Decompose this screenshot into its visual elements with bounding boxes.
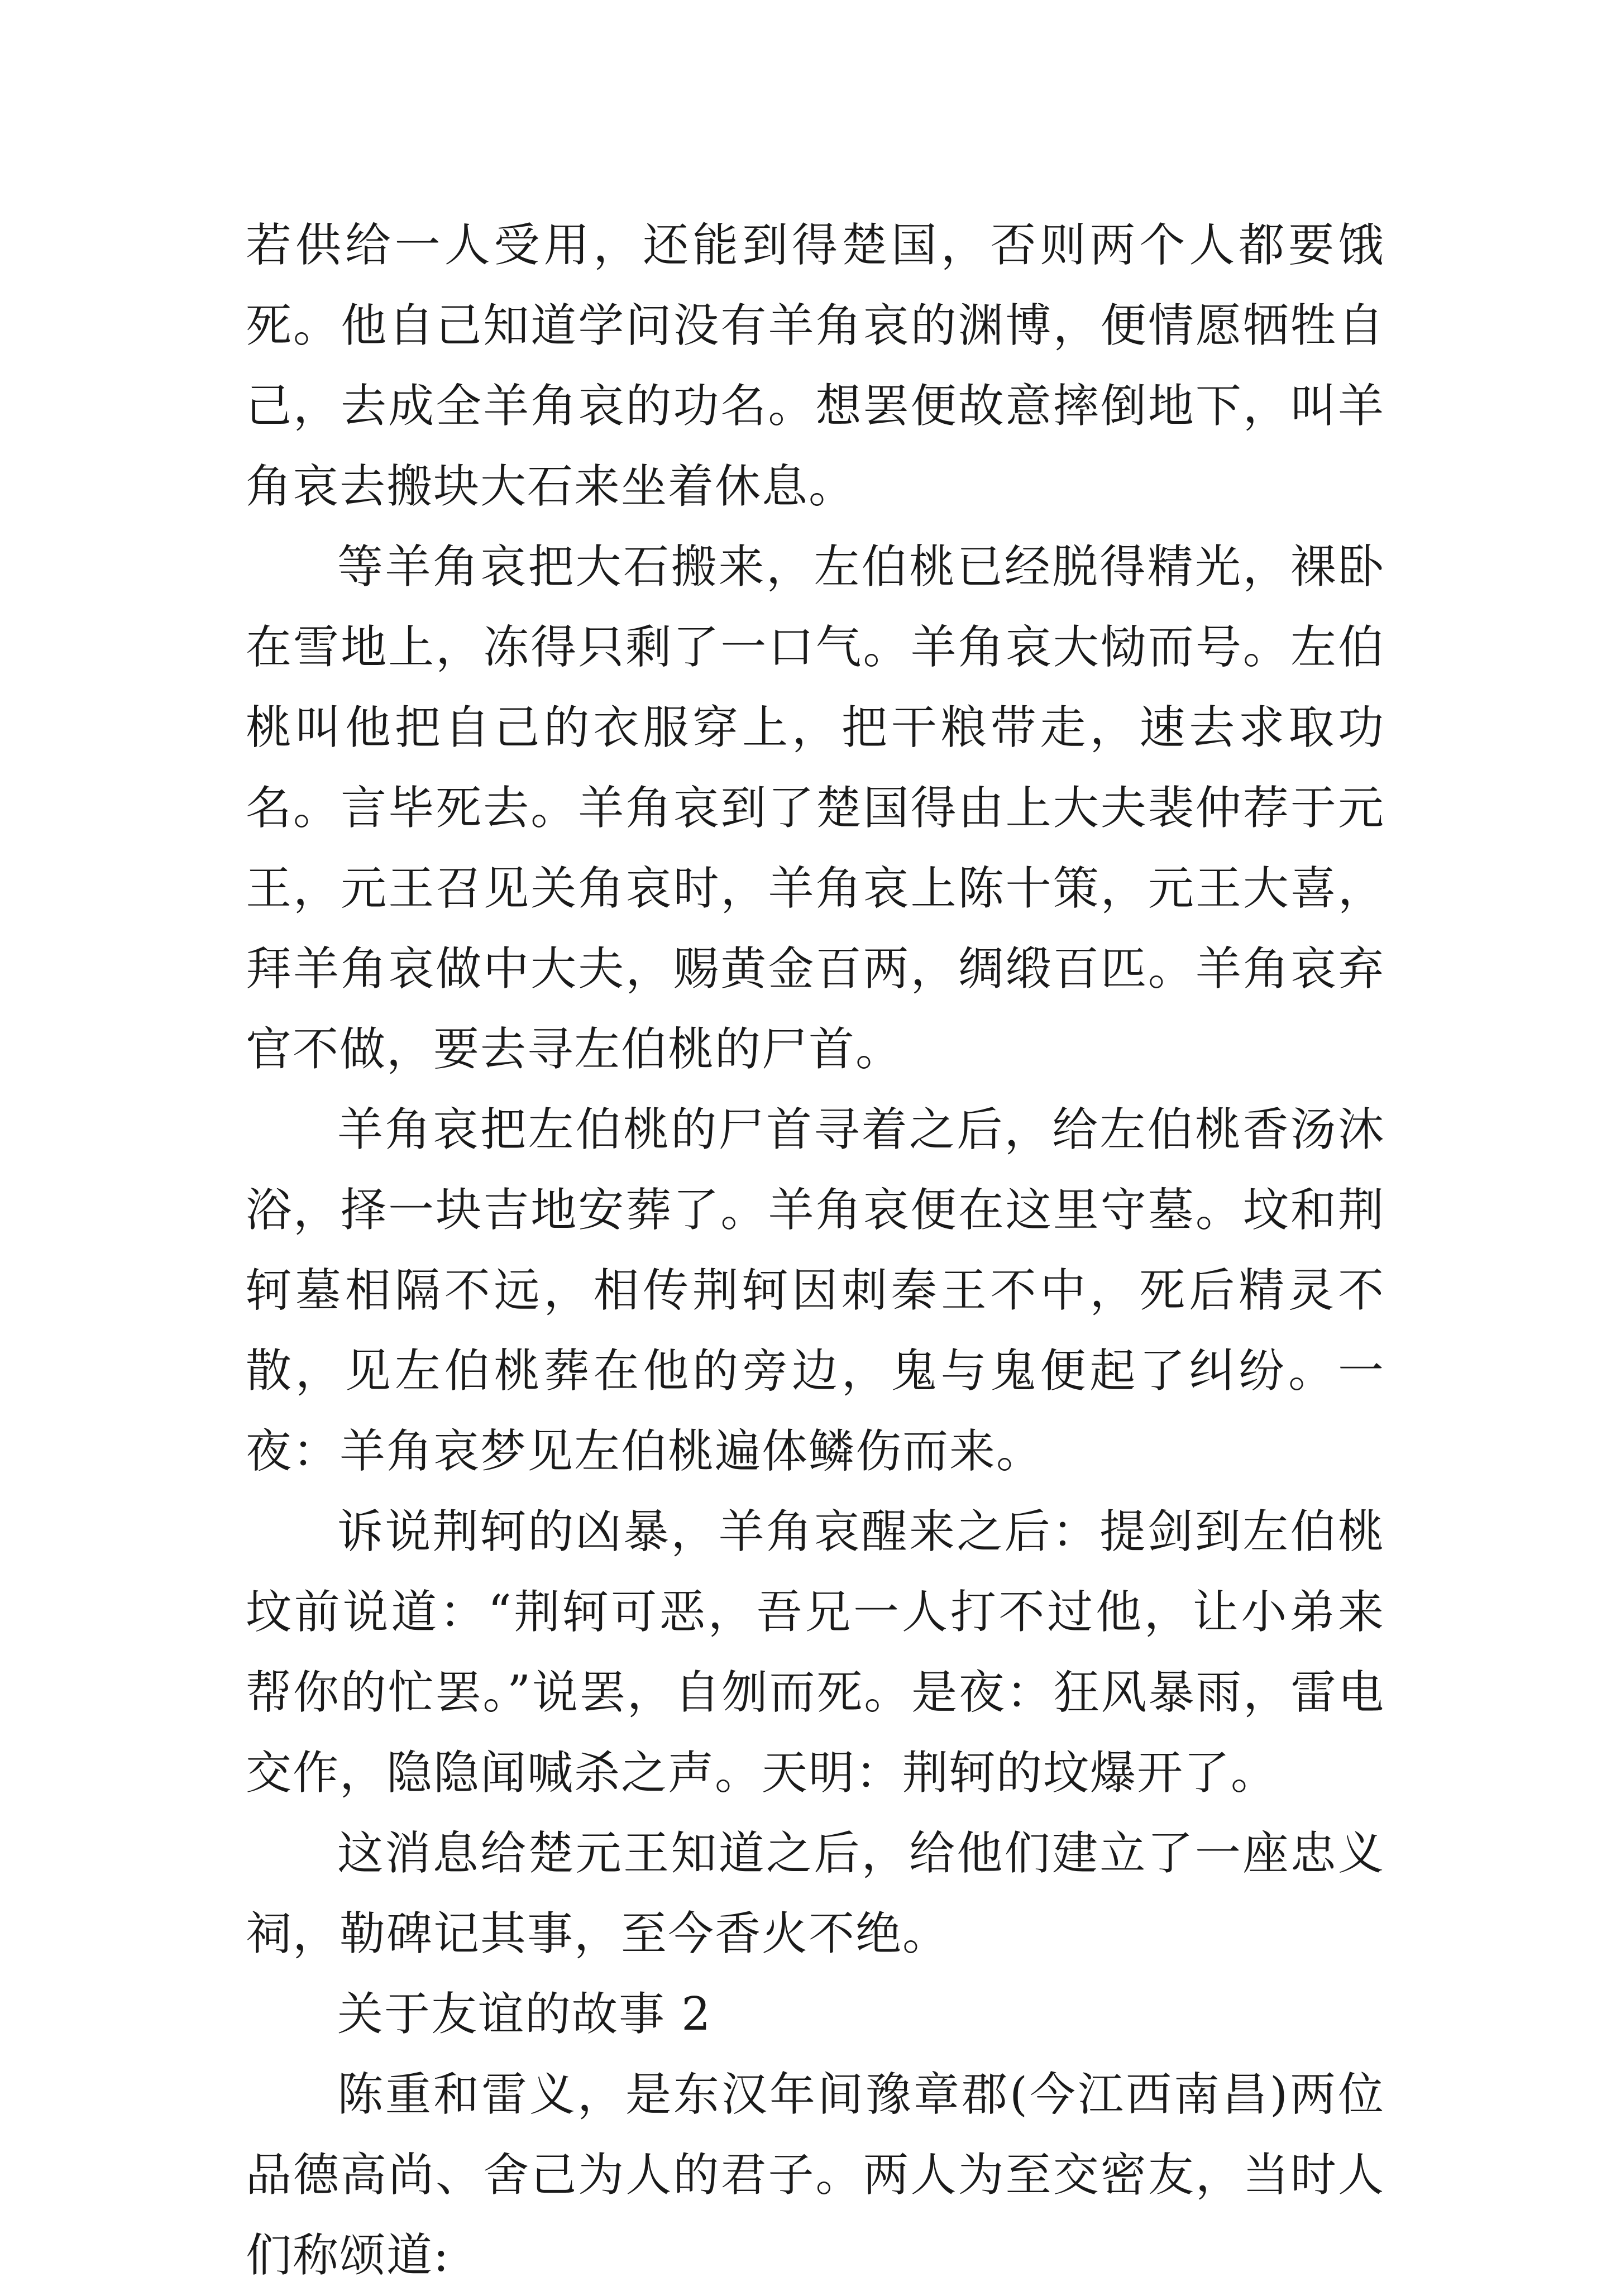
paragraph-3: 羊角哀把左伯桃的尸首寻着之后，给左伯桃香汤沐浴，择一块吉地安葬了。羊角哀便在这里守墓。坟和荆轲墓相隔不远，相传荆轲因刺秦王不中，死后精灵不散，见左伯桃葬在他的旁边，鬼与鬼便起了纠纷。一夜：羊角哀梦见左伯桃遍体鳞伤而来。 [246, 1103, 1385, 1478]
paragraph-4: 诉说荆轲的凶暴，羊角哀醒来之后：提剑到左伯桃坟前说道：“荆轲可恶，吾兄一人打不过他，让小弟来帮你的忙罢。”说罢，自刎而死。是夜：狂风暴雨，雷电交作，隐隐闻喊杀之声。天明：荆轲的坟爆开了。 [246, 1505, 1385, 1800]
document-body [246, 205, 1385, 2296]
paragraph-6: 陈重和雷义，是东汉年间豫章郡(今江西南昌)两位品德高尚、舍己为人的君子。两人为至交密友，当时人们称颂道: [246, 2068, 1385, 2282]
paragraph-2: 等羊角哀把大石搬来，左伯桃已经脱得精光，裸卧在雪地上，冻得只剩了一口气。羊角哀大恸而号。左伯桃叫他把自己的衣服穿上，把干粮带走，速去求取功名。言毕死去。羊角哀到了楚国得由上大夫裴仲荐于元王，元王召见关角哀时，羊角哀上陈十策，元王大喜，拜羊角哀做中大夫，赐黄金百两，绸缎百匹。羊角哀弃官不做，要去寻左伯桃的尸首。 [246, 540, 1385, 1076]
paragraph-1: 若供给一人受用，还能到得楚国，否则两个人都要饿死。他自己知道学问没有羊角哀的渊博，便情愿牺牲自己，去成全羊角哀的功名。想罢便故意摔倒地下，叫羊角哀去搬块大石来坐着休息。 [246, 219, 1385, 513]
paragraph-5: 这消息给楚元王知道之后，给他们建立了一座忠义祠，勒碑记其事，至今香火不绝。 [246, 1827, 1385, 1960]
section-heading: 关于友谊的故事 2 [337, 1988, 712, 2041]
